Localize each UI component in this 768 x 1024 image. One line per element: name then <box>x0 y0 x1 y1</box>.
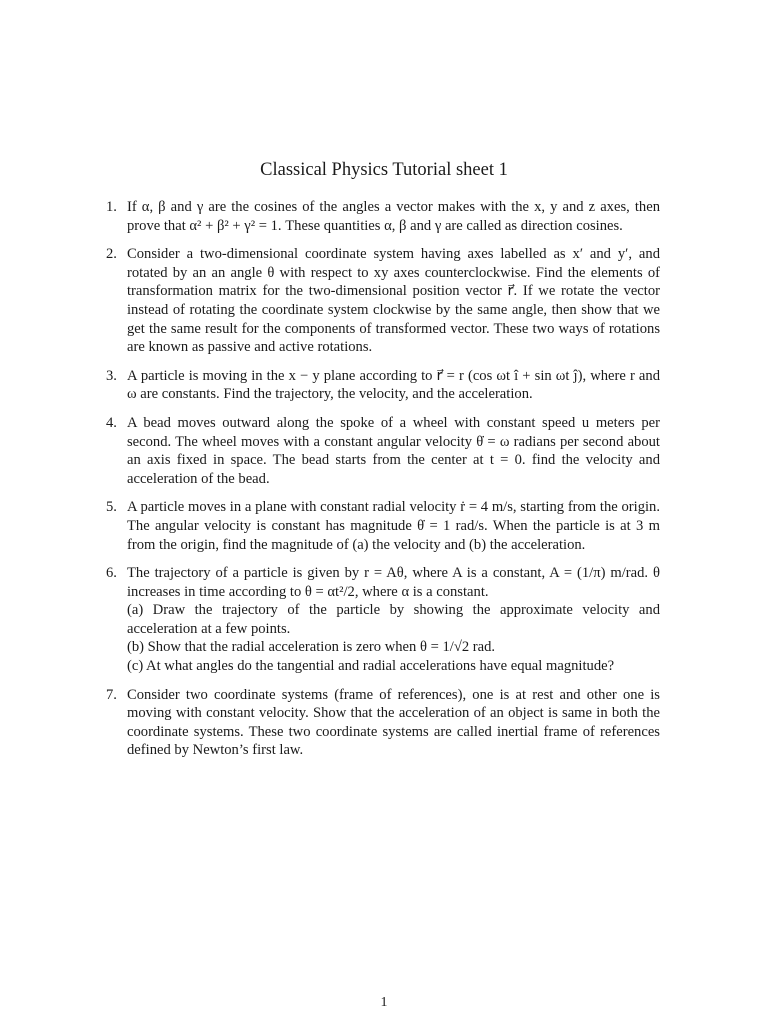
page-number: 1 <box>380 995 388 1010</box>
problem-text: A particle moves in a plane with constant radial velocity ṙ = 4 m/s, starting from the origin. The angular velocity is constant has magnitude θ̇ = 1 rad/s. When the particle is at 3 m from the origin, find the magnitude of (a) the velocity and (b) the acceleration. <box>127 499 660 553</box>
problem-text: Consider a two-dimensional coordinate system having axes labelled as x′ and y′, and rotated by an an angle θ with respect to xy axes counterclockwise. Find the elements of transformation matrix for the two-dimensional position vector r⃗. If we rotate the vector instead of rotating the coordinate system clockwise by the same angle, then show that we get the same result for the components of transformed vector. These two ways of rotations are known as passive and active rotations. <box>127 246 660 356</box>
problem-number: 6. <box>106 565 117 582</box>
problem-item <box>106 564 660 676</box>
problem-text: Consider two coordinate systems (frame of references), one is at rest and other one is moving with constant velocity. Show that the acceleration of an object is same in both the coordinate systems. These two coordinate systems are called inertial frame of references defined by Newton’s first law. <box>127 686 660 759</box>
problem-list <box>106 198 660 770</box>
problem-item <box>106 686 660 760</box>
problem-text: The trajectory of a particle is given by r = Aθ, where A is a constant, A = (1/π) m/rad. θ increases in time according to θ = αt²/2, where α is a constant. <box>127 565 660 600</box>
problem-item <box>106 414 660 488</box>
problem-item <box>106 498 660 554</box>
sheet-title: Classical Physics Tutorial sheet 1 <box>260 160 508 180</box>
problem-number: 4. <box>106 414 117 431</box>
problem-text: If α, β and γ are the cosines of the angles a vector makes with the x, y and z axes, then prove that α² + β² + γ² = 1. These quantities α, β and γ are called as direction cosines. <box>127 199 660 234</box>
problem-number: 2. <box>106 246 117 263</box>
problem-part-b: (b) Show that the radial acceleration is zero when θ = 1/√2 rad. <box>127 639 496 656</box>
problem-number: 1. <box>106 199 117 215</box>
problem-text: A bead moves outward along the spoke of a wheel with constant speed u meters per second. The wheel moves with a constant angular velocity θ̇ = ω radians per second about an axis fixed in space. The bead starts from the center at t = 0. find the velocity and acceleration of the bead. <box>127 414 660 487</box>
problem-item <box>106 245 660 357</box>
problem-part-c: (c) At what angles do the tangential and radial accelerations have equal magnitude? <box>127 658 615 675</box>
problem-item <box>106 198 660 235</box>
problem-text: A particle is moving in the x − y plane according to r⃗ = r (cos ωt î + sin ωt ĵ), where r and ω are constants. Find the trajectory, the velocity, and the acceleration. <box>127 367 660 403</box>
problem-number: 5. <box>106 499 117 516</box>
problem-number: 7. <box>106 686 117 703</box>
problem-number: 3. <box>106 367 117 384</box>
problem-part-a: (a) Draw the trajectory of the particle by showing the approximate velocity and acceleration at a few points. <box>127 602 660 637</box>
problem-item <box>106 367 660 404</box>
